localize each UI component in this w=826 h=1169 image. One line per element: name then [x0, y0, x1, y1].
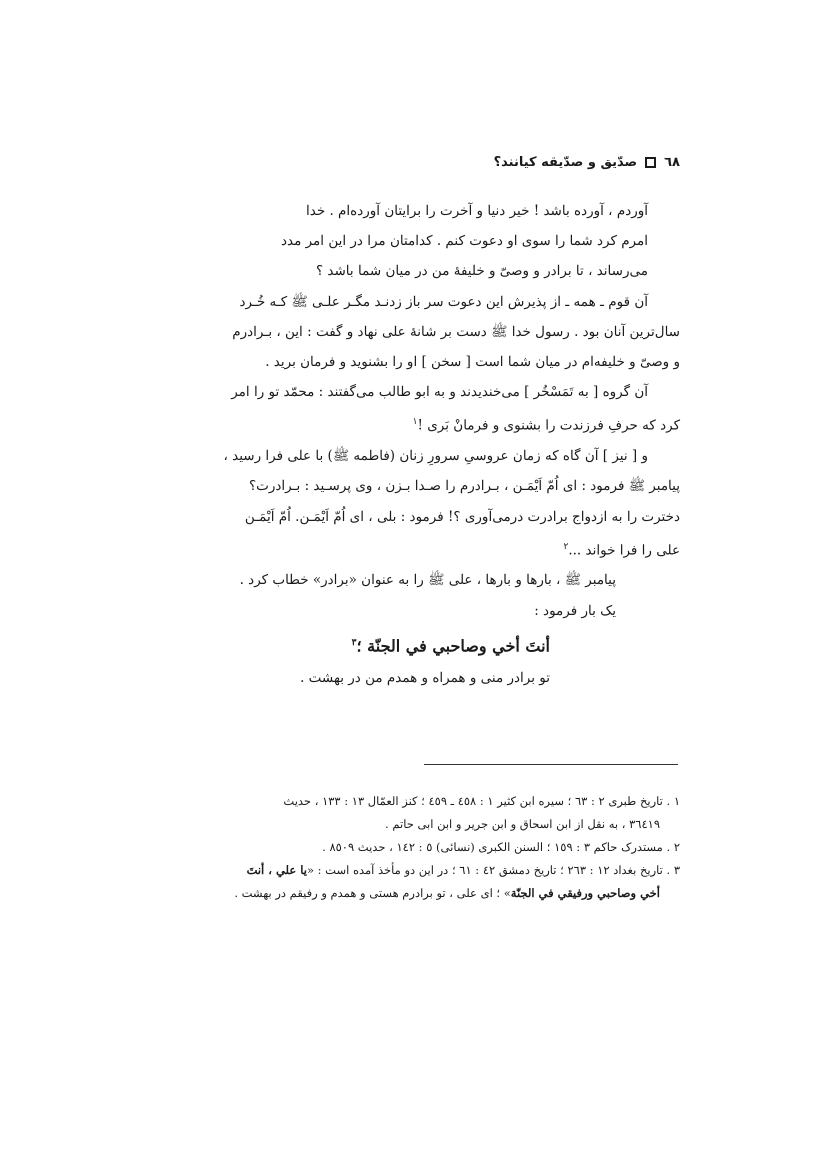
- footnote-ref: ١: [412, 417, 418, 428]
- square-bullet-icon: [645, 157, 656, 168]
- text-line: ٣٦٤١٩ ، به نقل از ابن اسحاق و ابن جریر و ابن ابی حاتم .: [385, 817, 660, 831]
- text-segment: کرد که حرفِ فرزندت را بشنوی و فرمانْ بَری !: [417, 417, 680, 434]
- text-line: [150, 882, 680, 905]
- paragraph: [150, 377, 680, 441]
- footnote-1: [150, 790, 680, 836]
- text-segment: ٣ . تاریخ بغداد ١٢ : ٢٦٣ ؛ تاریخ دمشق ٤٢ : ٦١ ؛ در این دو مأخذ آمده است : «: [306, 863, 680, 877]
- text-line: پیامبر ﷺ فرمود : ای اُمّ اَیْمَـن ، بـرادرم را صـدا بـزن ، وی پرسـید : بـرادرت؟: [248, 478, 680, 495]
- footnote-ref: ٢: [563, 541, 569, 552]
- footnote-3: [150, 859, 680, 905]
- text-line: می‌رساند ، تا برادر و وصیّ و خلیفهٔ من در میان شما باشد ؟: [315, 263, 648, 280]
- main-text: [150, 196, 680, 693]
- text-line: آوردم ، آورده باشد ! خیر دنیا و آخرت را برایتان آورده‌ام . خدا: [305, 203, 648, 219]
- text-line: امرم کرد شما را سوی او دعوت کنم . کدامتان مرا در این امر مدد: [280, 233, 648, 250]
- text-line: دخترت را به ازدواج برادرت درمی‌آوری ؟! فرمود : بلی ، ای اُمّ اَیْمَـن. اُمّ اَیْمَـن: [244, 508, 680, 525]
- footnote-divider: [424, 764, 678, 765]
- text-line: ١ . تاریخ طبری ٢ : ٦٣ ؛ سیره ابن کثیر ١ : ٤٥٨ ـ ٤٥٩ ؛ کنز العمّال ١٣ : ١٣٣ ، حدیث: [283, 794, 680, 808]
- text-line: و وصیّ و خلیفه‌ام در میان شما است [ سخن ] او را بشنوید و فرمان برید .: [265, 354, 680, 371]
- arabic-hadith-quote: [150, 626, 680, 663]
- paragraph: [150, 287, 680, 378]
- paragraph-quote-intro: [150, 196, 680, 287]
- text-line: سال‌ترین آنان بود . رسول خدا ﷺ دست بر شانهٔ علی نهاد و گفت : این ، بـرادرم: [232, 323, 680, 340]
- bold-arabic: أخي وصاحبي ورفيقي في الجنّة: [510, 886, 660, 900]
- running-title: صدّیق و صدّیقه کیانند؟: [493, 154, 638, 170]
- quote-translation: تو برادر منی و همراه و همدم من در بهشت .: [300, 670, 550, 687]
- bold-arabic: یا علي ، أنتَ: [246, 863, 307, 877]
- text-line: آن گروه [ به تَمَسْخُر ] می‌خندیدند و به ابو طالب می‌گفتند : محمّد تو را امر: [231, 384, 648, 401]
- text-line: [150, 532, 680, 566]
- text-line: و [ نیز ] آن گاه که زمان عروسیِ سرورِ زنان (فاطمه ﷺ) با علی فرا رسید ،: [223, 448, 648, 465]
- footnote-2: ٢ . مستدرک حاکم ٣ : ١٥٩ ؛ السنن الکبری (نسائی) ٥ : ١٤٢ ، حدیث ٨٥٠٩ .: [322, 840, 680, 854]
- text-line: [150, 859, 680, 882]
- text-line: پیامبر ﷺ ، بارها و بارها ، علی ﷺ را به عنوان «برادر» خطاب کرد .: [239, 572, 616, 589]
- footnote-ref: ٣: [351, 637, 357, 648]
- text-segment: » ؛ ای علی ، تو برادرم هستی و همدم و رفیقم در بهشت .: [234, 886, 511, 900]
- quote-text: أنتَ أخي وصاحبي في الجنّة ؛: [356, 636, 550, 656]
- footnotes: [150, 790, 680, 905]
- text-segment: علی را فرا خواند ...: [568, 542, 680, 559]
- paragraph: [150, 565, 680, 625]
- page-number: ٦٨: [664, 154, 680, 170]
- paragraph: [150, 441, 680, 565]
- text-line: یک بار فرمود :: [534, 602, 616, 619]
- text-line: آن قوم ـ همه ـ از پذیرش این دعوت سر باز زدنـد مگـر علـی ﷺ کـه خُـرد: [239, 293, 648, 310]
- running-header: [440, 150, 680, 174]
- text-line: [150, 407, 680, 441]
